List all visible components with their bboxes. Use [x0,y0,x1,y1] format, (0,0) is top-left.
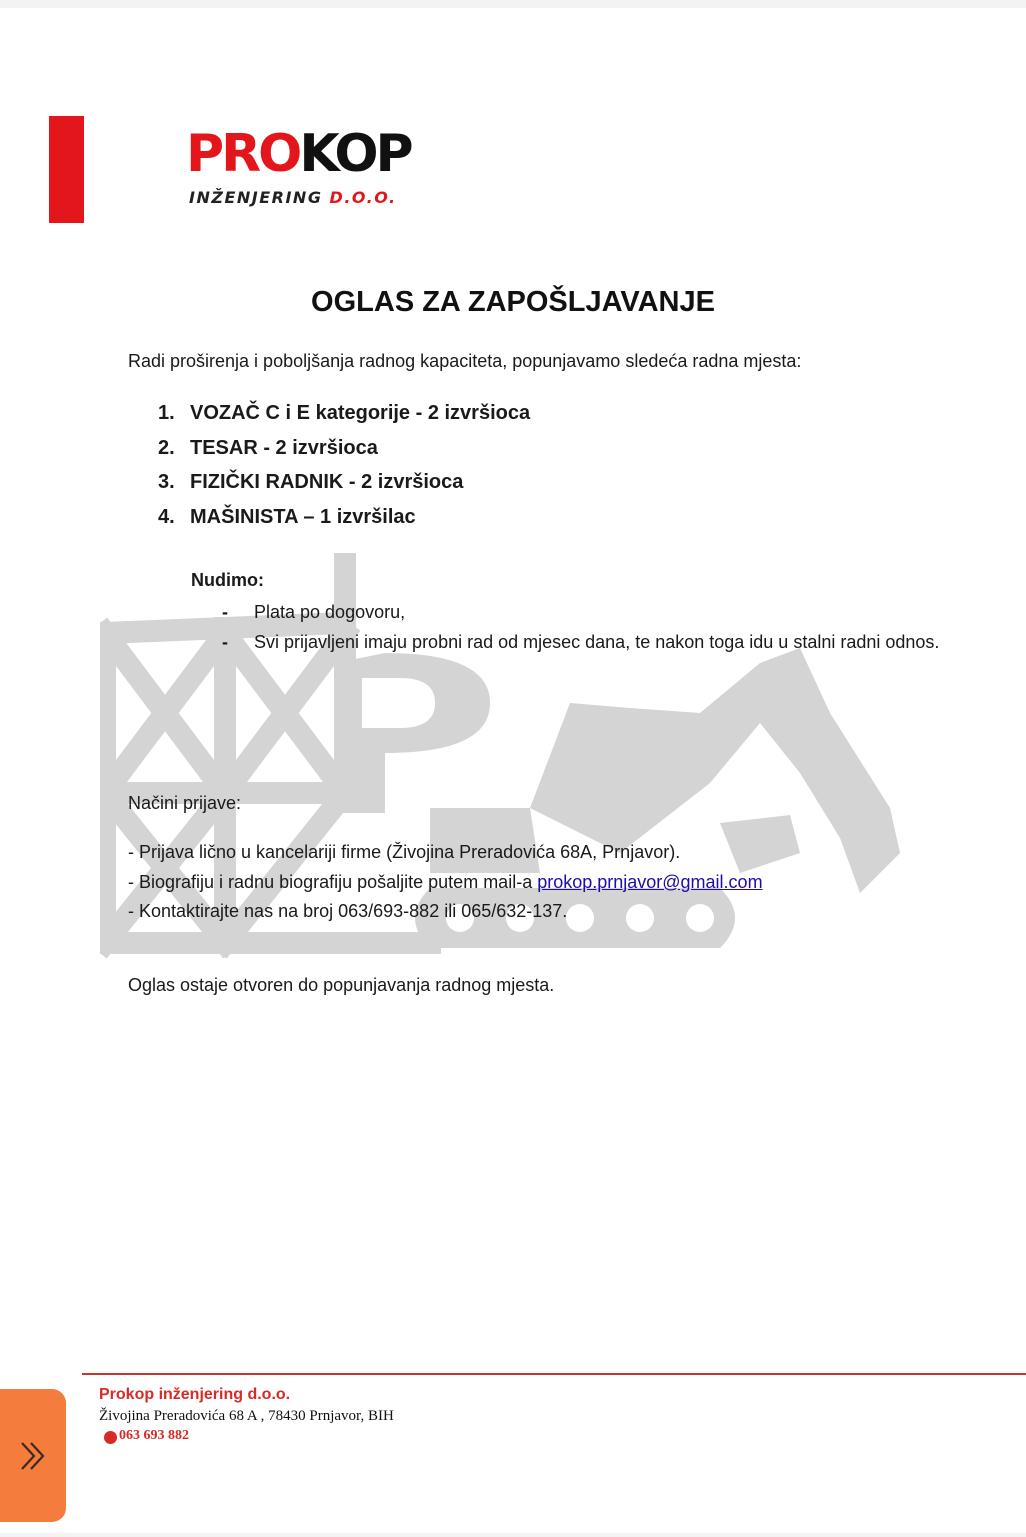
application-methods [128,838,763,927]
footer-company: Prokop inženjering d.o.o. [99,1386,291,1403]
methods-heading: Načini prijave: [128,793,242,813]
method-in-person: - Prijava lično u kancelariji firme (Živojina Preradovića 68A, Prnjavor). [128,842,681,862]
logo-kop: KOP [299,124,411,184]
intro-text: Radi proširenja i poboljšanja radnog kapaciteta, popunjavamo sledeća radna mjesta: [128,351,802,371]
next-page-tab[interactable] [0,1389,66,1522]
email-link[interactable]: prokop.prnjavor@gmail.com [537,871,763,892]
page-title: OGLAS ZA ZAPOŠLJAVANJE [311,286,715,318]
logo-doo: D.O.O. [329,188,397,207]
logo-subtitle: INŽENJERING [189,188,323,207]
job-item: 2. TESAR - 2 izvršioca [158,436,378,459]
double-chevron-right-icon [18,1439,48,1473]
footer-address: Živojina Preradovića 68 A , 78430 Prnjavor, BIH [99,1408,394,1424]
job-item: 1. VOZAČ C i E kategorije - 2 izvršioca [158,402,531,424]
company-logo [186,126,436,216]
method-email: - Biografiju i radnu biografiju pošaljite putem mail-a prokop.prnjavor@gmail.com [128,871,763,892]
offer-list [222,598,942,657]
job-item: 3. FIZIČKI RADNIK - 2 izvršioca [158,471,464,493]
job-list [158,398,530,536]
method-phone: - Kontaktirajte nas na broj 063/693-882 ili 065/632-137. [128,901,568,921]
offer-heading: Nudimo: [191,570,264,590]
job-item: 4. MAŠINISTA – 1 izvršilac [158,505,416,528]
logo-pro: PRO [186,124,300,184]
phone-icon [104,1431,117,1444]
closing-note: Oglas ostaje otvoren do popunjavanja radnog mjesta. [128,975,555,995]
footer-divider [82,1373,1026,1375]
footer-phone: 063 693 882 [104,1428,189,1444]
document-page [0,8,1026,1533]
red-accent-bar [49,116,84,223]
offer-item: - Plata po dogovoru, [222,602,406,622]
offer-item: - Svi prijavljeni imaju probni rad od mjesec dana, te nakon toga idu u stalni radni odnos. [222,631,940,652]
